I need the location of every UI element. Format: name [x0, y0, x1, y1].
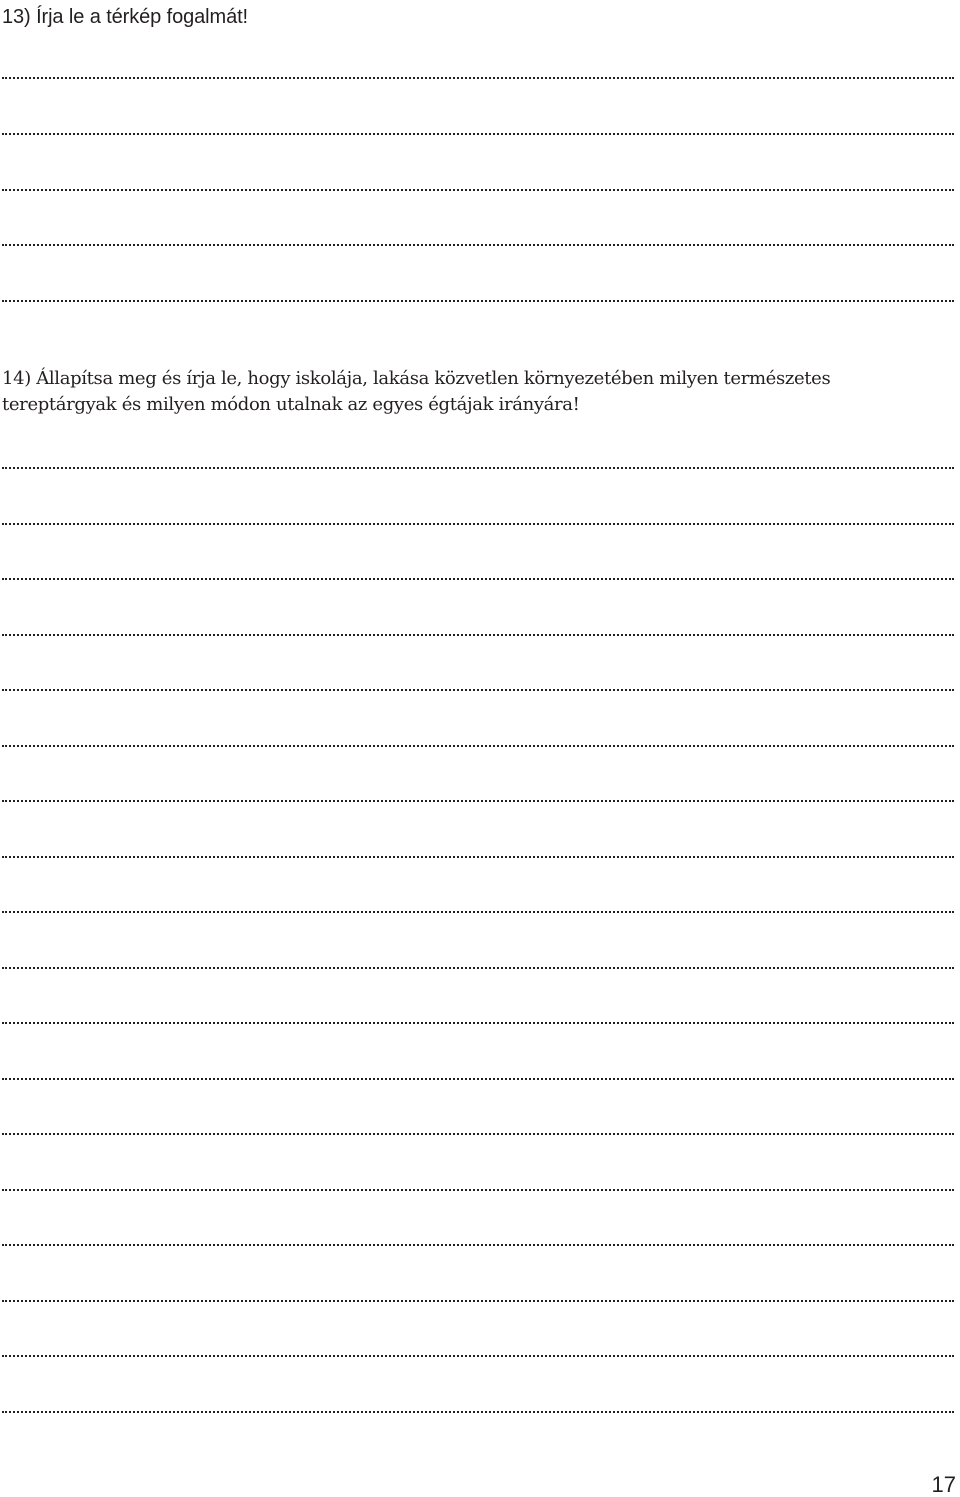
answer-line[interactable] — [2, 1022, 954, 1024]
answer-line[interactable] — [2, 1078, 954, 1080]
answer-line[interactable] — [2, 745, 954, 747]
page-number: 17 — [931, 1472, 956, 1497]
answer-line[interactable] — [2, 77, 954, 79]
answer-line[interactable] — [2, 300, 954, 302]
answer-line[interactable] — [2, 689, 954, 691]
answer-line[interactable] — [2, 133, 954, 135]
question-14-prompt — [2, 366, 960, 418]
answer-line[interactable] — [2, 1189, 954, 1191]
question-13-prompt: 13) Írja le a térkép fogalmát! — [2, 6, 249, 28]
answer-line[interactable] — [2, 911, 954, 913]
answer-line[interactable] — [2, 1300, 954, 1302]
answer-line[interactable] — [2, 1355, 954, 1357]
answer-line[interactable] — [2, 856, 954, 858]
answer-line[interactable] — [2, 523, 954, 525]
answer-line[interactable] — [2, 800, 954, 802]
answer-line[interactable] — [2, 578, 954, 580]
answer-line[interactable] — [2, 189, 954, 191]
answer-line[interactable] — [2, 467, 954, 469]
answer-line[interactable] — [2, 634, 954, 636]
answer-line[interactable] — [2, 1133, 954, 1135]
answer-line[interactable] — [2, 244, 954, 246]
answer-line[interactable] — [2, 1244, 954, 1246]
answer-line[interactable] — [2, 967, 954, 969]
answer-line[interactable] — [2, 1411, 954, 1413]
question-14-line-1: 14) Állapítsa meg és írja le, hogy iskolája, lakása közvetlen környezetében milyen természetes — [2, 368, 831, 389]
question-14-line-2: tereptárgyak és milyen módon utalnak az egyes égtájak irányára! — [2, 394, 580, 415]
